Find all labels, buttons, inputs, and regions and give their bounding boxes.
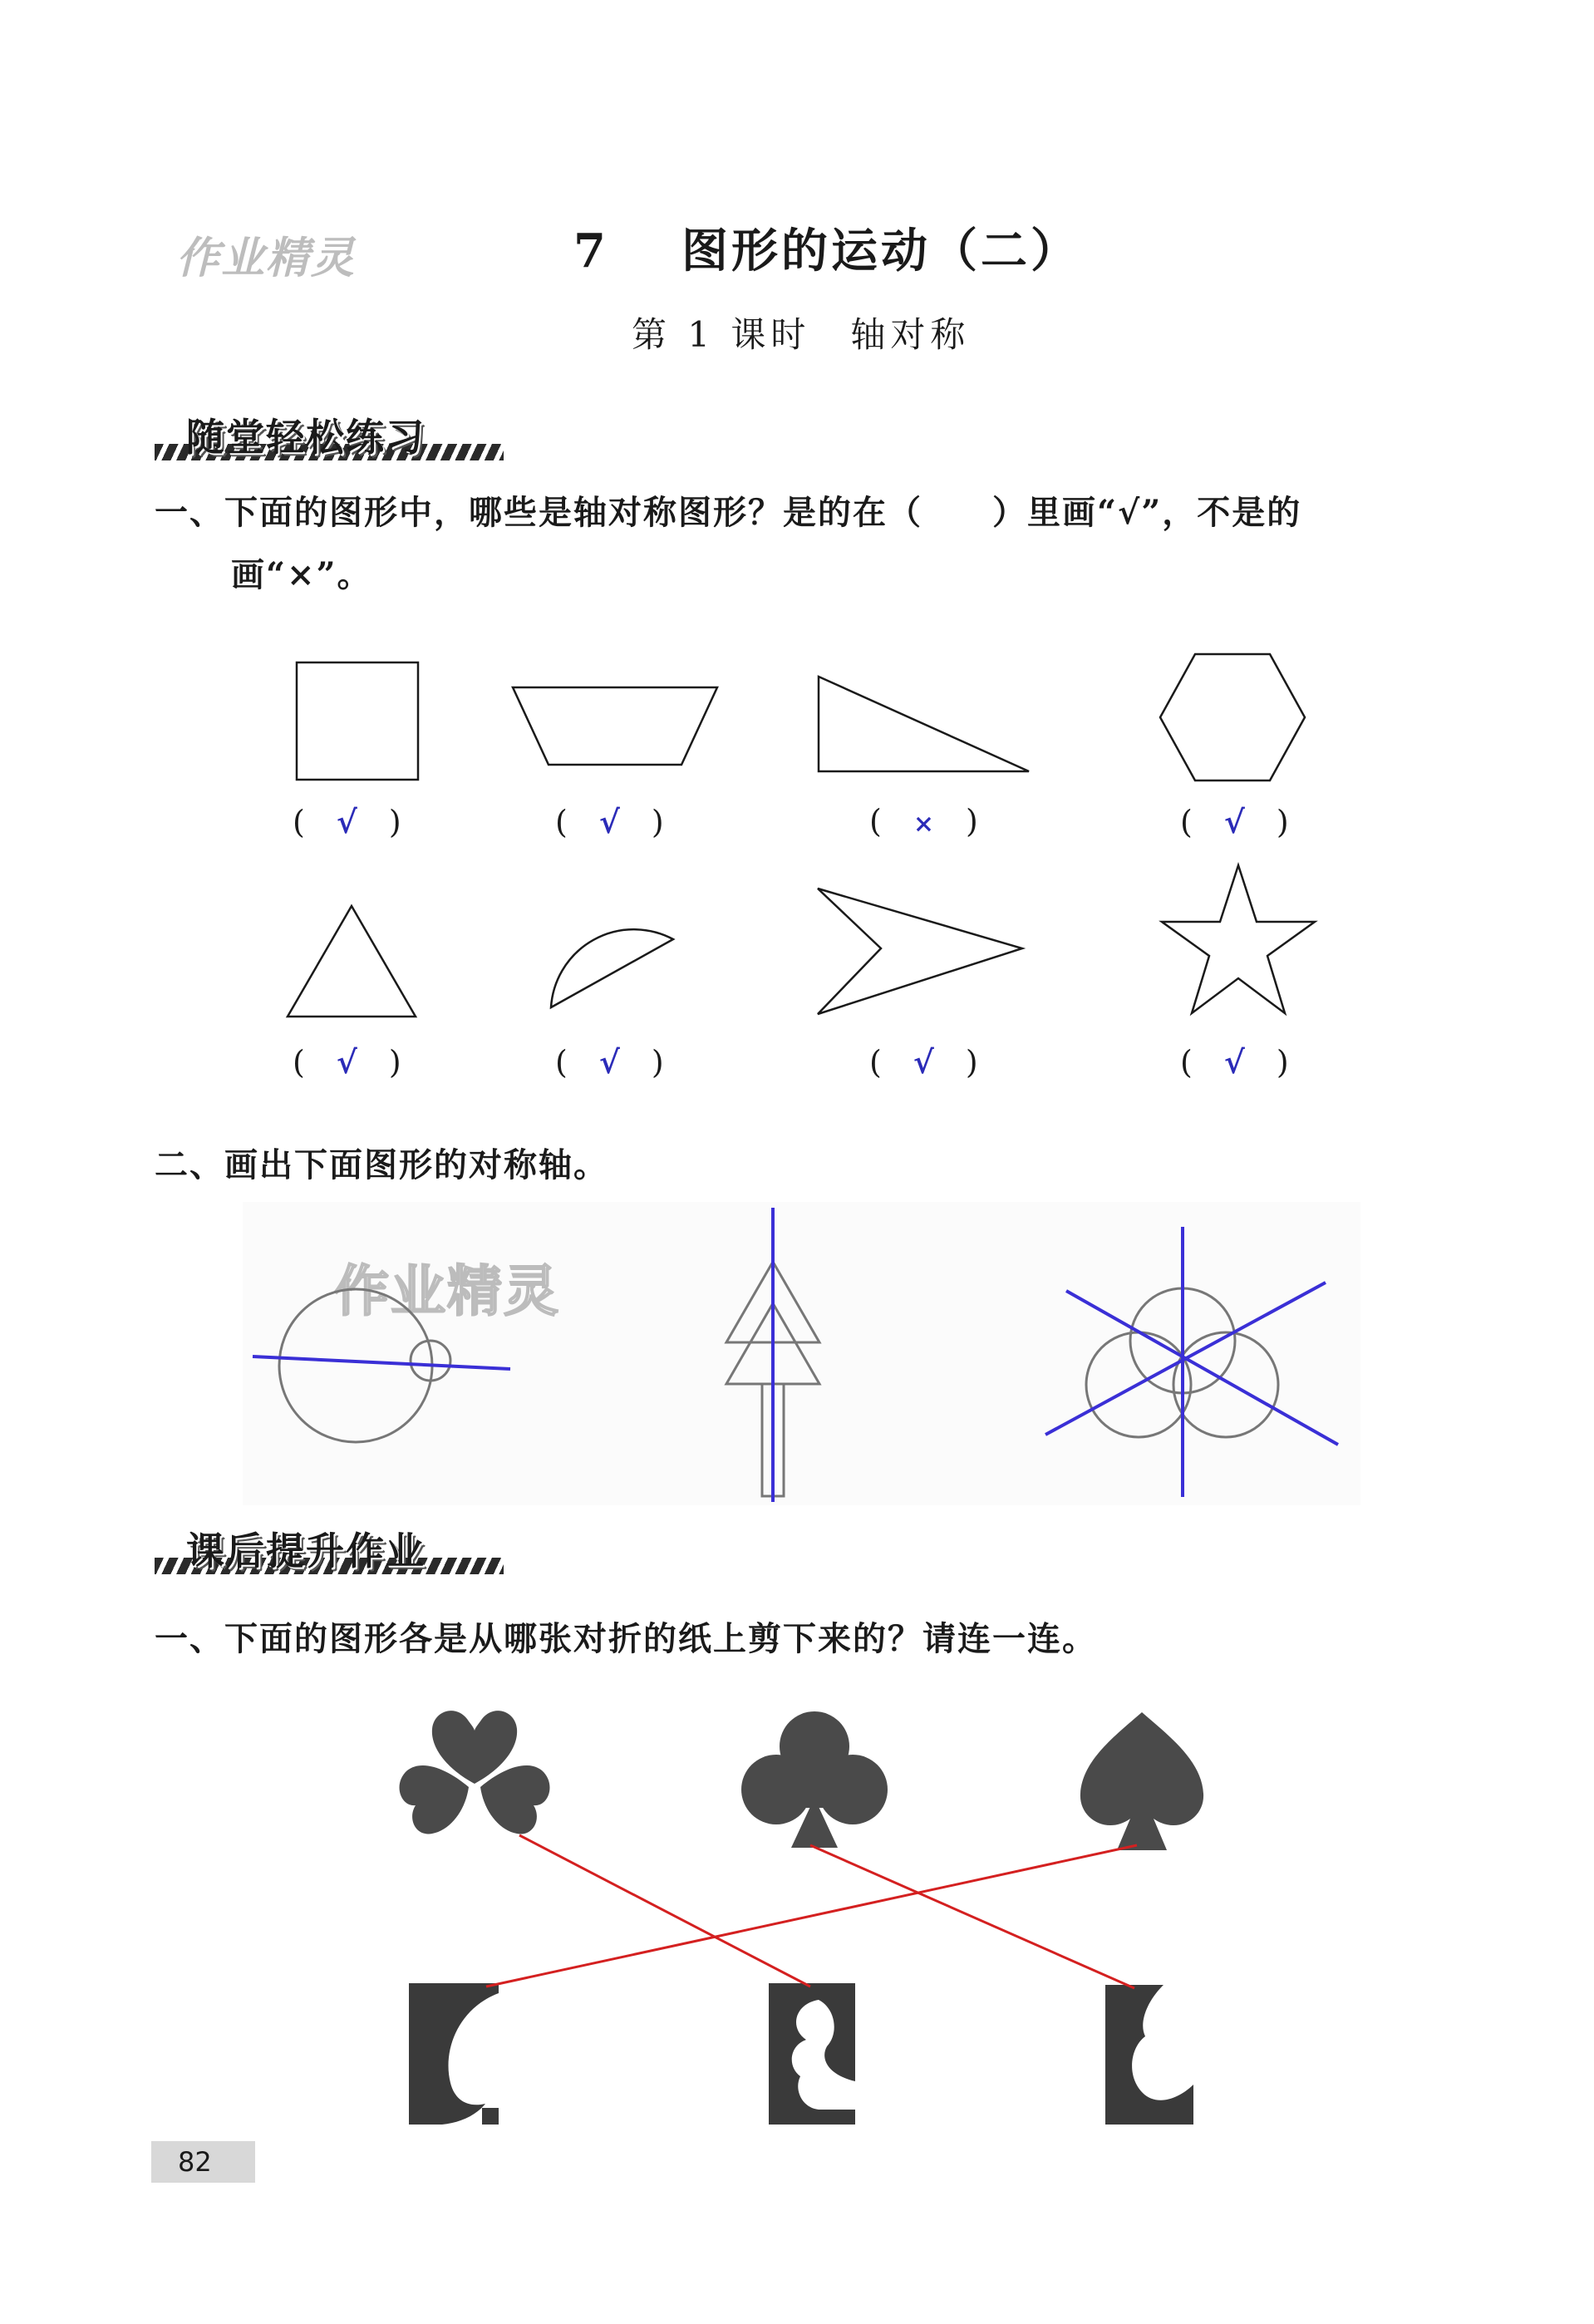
- chapter-title: 图形的运动（二）: [681, 224, 1080, 278]
- answer-slot-5[interactable]: ( √ ): [293, 1043, 401, 1081]
- answer-slot-4[interactable]: ( √ ): [1180, 803, 1289, 840]
- answer-slot-3[interactable]: ( × ): [869, 803, 978, 839]
- match-line-1: [519, 1835, 810, 1987]
- answer-slot-2[interactable]: ( √ ): [555, 803, 664, 840]
- section-title: 随堂轻松练习: [186, 415, 426, 460]
- match-line-2: [810, 1845, 1134, 1988]
- lesson-title: 第 1 课时 轴对称: [632, 314, 971, 355]
- question-1-line-1: 一、下面的图形中，哪些是轴对称图形？是的在（ ）里画“√”，不是的: [155, 493, 1302, 532]
- answer-mark: √: [598, 803, 620, 840]
- answer-slot-6[interactable]: ( √ ): [555, 1043, 664, 1081]
- match-line-3: [486, 1845, 1137, 1987]
- watermark-logo: 作业精灵: [176, 234, 357, 283]
- answer-mark: √: [1223, 1043, 1245, 1081]
- answer-mark: √: [336, 803, 357, 840]
- chapter-number: 7: [573, 224, 609, 278]
- question-1-line-2: 画“×”。: [231, 555, 372, 594]
- answer-slot-8[interactable]: ( √ ): [1180, 1043, 1289, 1081]
- answer-mark: √: [913, 1043, 934, 1081]
- question-3: 一、下面的图形各是从哪张对折的纸上剪下来的？请连一连。: [155, 1619, 1097, 1658]
- answer-mark: ×: [913, 810, 934, 839]
- page-number: 82: [151, 2141, 255, 2183]
- question-2: 二、画出下面图形的对称轴。: [155, 1145, 608, 1184]
- answer-mark: √: [1223, 803, 1245, 840]
- answer-mark: √: [598, 1043, 620, 1081]
- section-title: 课后提升作业: [186, 1529, 426, 1573]
- answer-slot-7[interactable]: ( √ ): [869, 1043, 978, 1081]
- answer-slot-1[interactable]: ( √ ): [293, 803, 401, 840]
- watermark-logo: 作业精灵: [334, 1259, 560, 1323]
- answer-mark: √: [336, 1043, 357, 1081]
